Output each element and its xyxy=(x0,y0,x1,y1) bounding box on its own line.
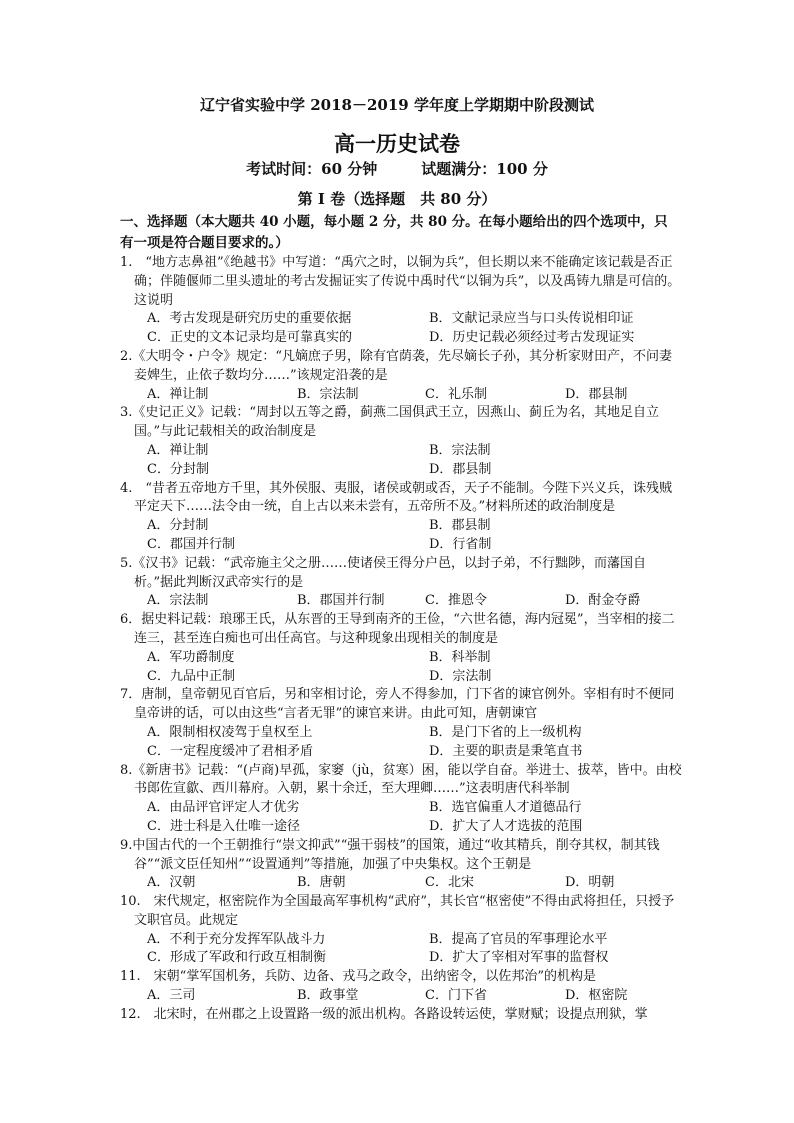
option-a: A．不利于充分发挥军队战斗力 xyxy=(147,931,326,947)
option-a: A．限制相权凌驾于皇权至上 xyxy=(147,724,313,740)
question-stem: 7．唐制，皇帝朝见百官后，另和宰相讨论，旁人不得参加，门下省的谏官例外。宰相有时不便同皇帝讲的话，可以由这些“言者无罪”的谏官来讲。由此可知，唐朝谏官 xyxy=(120,687,675,722)
question-3 xyxy=(120,404,682,479)
option-d: D．郡县制 xyxy=(565,386,628,402)
option-a: A．三司 xyxy=(147,988,196,1004)
section-heading: 一、选择题（本大题共 40 小题，每小题 2 分，共 80 分。在每小题给出的四个选项中，只有一项是符合题目要求的。） xyxy=(120,214,668,251)
option-a: A．禅让制 xyxy=(147,442,209,458)
option-a: A．汉朝 xyxy=(147,875,196,891)
option-c: C．门下省 xyxy=(425,988,487,1004)
question-stem: 5.《汉书》记载：“武帝施主父之册……使诸侯王得分户邑，以封子弟，不行黜陟，而藩国自析。”据此判断汉武帝实行的是 xyxy=(120,555,647,590)
question-stem: 10. 宋代规定，枢密院作为全国最高军事机构“武府”，其长官“枢密使”不得由武将担任，只授予文职官员。此规定 xyxy=(120,894,675,928)
question-stem: 12. 北宋时，在州郡之上设置路一级的派出机构。各路设转运使，掌财赋；设提点刑狱，掌 xyxy=(120,1006,648,1022)
question-stem: 11. 宋朝“掌军国机务，兵防、边备、戎马之政令，出纳密令，以佐邦治”的机构是 xyxy=(120,969,596,985)
option-a: A．军功爵制度 xyxy=(147,649,235,665)
school-line: 辽宁省实验中学 2018－2019 学年度上学期期中阶段测试 xyxy=(200,96,594,114)
question-options xyxy=(120,592,682,611)
question-8 xyxy=(120,762,682,837)
question-stem: 2.《大明令・户令》规定：“凡嫡庶子男，除有官荫袭，先尽嫡长子孙，其分析家财田产，不问妻妾婢生，止依子数均分……”该规定沿袭的是 xyxy=(120,348,673,383)
question-options xyxy=(120,649,682,687)
question-11 xyxy=(120,968,682,1006)
option-b: B．选官偏重人才道德品行 xyxy=(429,800,582,816)
question-options xyxy=(120,987,682,1006)
exam-title: 高一历史试卷 xyxy=(334,131,460,156)
option-a: A．宗法制 xyxy=(147,593,209,609)
question-6 xyxy=(120,611,682,686)
question-12 xyxy=(120,1006,682,1025)
question-stem: 9.中国古代的一个王朝推行“崇文抑武”“强干弱枝”的国策，通过“收其精兵，削夺其权，制其钱谷”“派文臣任知州”“设置通判”等措施，加强了中央集权。这个王朝是 xyxy=(120,837,660,872)
question-stem: 6．据史料记载：琅琊王氏，从东晋的王导到南齐的王俭，“六世名德，海内冠冕”，当宰相的接二连三，甚至连白痴也可出任高官。与这种现象出现相关的制度是 xyxy=(120,612,675,646)
question-4 xyxy=(120,480,682,555)
option-c: C．推恩令 xyxy=(425,593,487,609)
option-d: D．行省制 xyxy=(429,536,492,552)
question-options xyxy=(120,442,682,480)
question-stem: 1. “地方志鼻祖”《绝越书》中写道：“禹穴之时，以铜为兵”，但长期以来不能确定该记载是否正确；伴随偃师二里头遗址的考古发掘证实了传说中禹时代“以铜为兵”，以及禹铸九鼎是可信的。这说明 xyxy=(120,255,681,308)
question-stem: 8.《新唐书》记载：“(卢商)早孤，家窭（jù，贫寒）困，能以学自奋。举进士、拔萃，皆中。由校书郎佐宣歙、西川幕府。入朝，累十余迁，至大理卿……”这表明唐代科举制 xyxy=(120,762,682,797)
question-10 xyxy=(120,893,682,968)
option-c: C．形成了军政和行政互相制衡 xyxy=(147,950,326,966)
option-d: D．酎金夺爵 xyxy=(565,593,641,609)
question-options xyxy=(120,799,682,837)
option-b: B．文献记录应当与口头传说相印证 xyxy=(429,311,634,327)
exam-meta xyxy=(0,158,794,179)
question-options xyxy=(120,517,682,555)
question-options xyxy=(120,874,682,893)
option-c: C．礼乐制 xyxy=(425,386,487,402)
option-b: B．政事堂 xyxy=(297,988,359,1004)
option-c: C．进士科是入仕唯一途径 xyxy=(147,818,300,834)
option-c: C．一定程度缓冲了君相矛盾 xyxy=(147,743,313,759)
option-d: D．明朝 xyxy=(565,875,615,891)
option-b: B．提高了官员的军事理论水平 xyxy=(429,931,608,947)
option-d: D．枢密院 xyxy=(565,988,628,1004)
question-5 xyxy=(120,555,682,611)
option-b: B．郡县制 xyxy=(429,518,491,534)
option-d: D．扩大了宰相对军事的监督权 xyxy=(429,950,609,966)
exam-full-score: 试题满分：100 分 xyxy=(421,160,548,178)
option-a: A．由品评官评定人才优劣 xyxy=(147,800,300,816)
question-2 xyxy=(120,348,682,404)
question-stem: 3.《史记正义》记载：“周封以五等之爵，蓟燕二国俱武王立，因燕山、蓟丘为名，其地足自立国。”与此记载相关的政治制度是 xyxy=(120,405,660,440)
option-b: B．科举制 xyxy=(429,649,491,665)
option-b: B．是门下省的上一级机构 xyxy=(429,724,582,740)
question-options xyxy=(120,310,682,348)
exam-time: 考试时间：60 分钟 xyxy=(246,160,378,178)
question-options xyxy=(120,724,682,762)
question-stem: 4. “昔者五帝地方千里，其外侯服、夷服，诸侯或朝或否，天子不能制。今陛下兴义兵，诛残贼平定天下……法令由一统，自上古以来未尝有，五帝所不及。”材料所述的政治制度是 xyxy=(120,480,673,515)
option-d: D．宗法制 xyxy=(429,668,492,684)
option-b: B．郡国并行制 xyxy=(297,593,385,609)
option-c: C．分封制 xyxy=(147,461,209,477)
option-d: D．主要的职责是秉笔直书 xyxy=(429,743,583,759)
option-a: A．分封制 xyxy=(147,518,209,534)
question-list xyxy=(120,254,682,1025)
question-options xyxy=(120,931,682,969)
option-a: A．禅让制 xyxy=(147,386,209,402)
option-a: A．考古发现是研究历史的重要依据 xyxy=(147,311,352,327)
question-1 xyxy=(120,254,682,348)
question-9 xyxy=(120,837,682,893)
option-c: C．郡国并行制 xyxy=(147,536,235,552)
option-b: B．唐朝 xyxy=(297,875,346,891)
part-heading: 第 I 卷（选择题 共 80 分） xyxy=(297,190,497,208)
option-d: D．扩大了人才选拔的范围 xyxy=(429,818,583,834)
question-options xyxy=(120,386,682,405)
option-c: C．北宋 xyxy=(425,875,474,891)
question-7 xyxy=(120,686,682,761)
option-c: C．九品中正制 xyxy=(147,668,235,684)
option-d: D．历史记载必须经过考古发现证实 xyxy=(429,330,635,346)
option-d: D．郡县制 xyxy=(429,461,492,477)
option-b: B．宗法制 xyxy=(297,386,359,402)
option-c: C．正史的文本记录均是可靠真实的 xyxy=(147,330,352,346)
option-b: B．宗法制 xyxy=(429,442,491,458)
